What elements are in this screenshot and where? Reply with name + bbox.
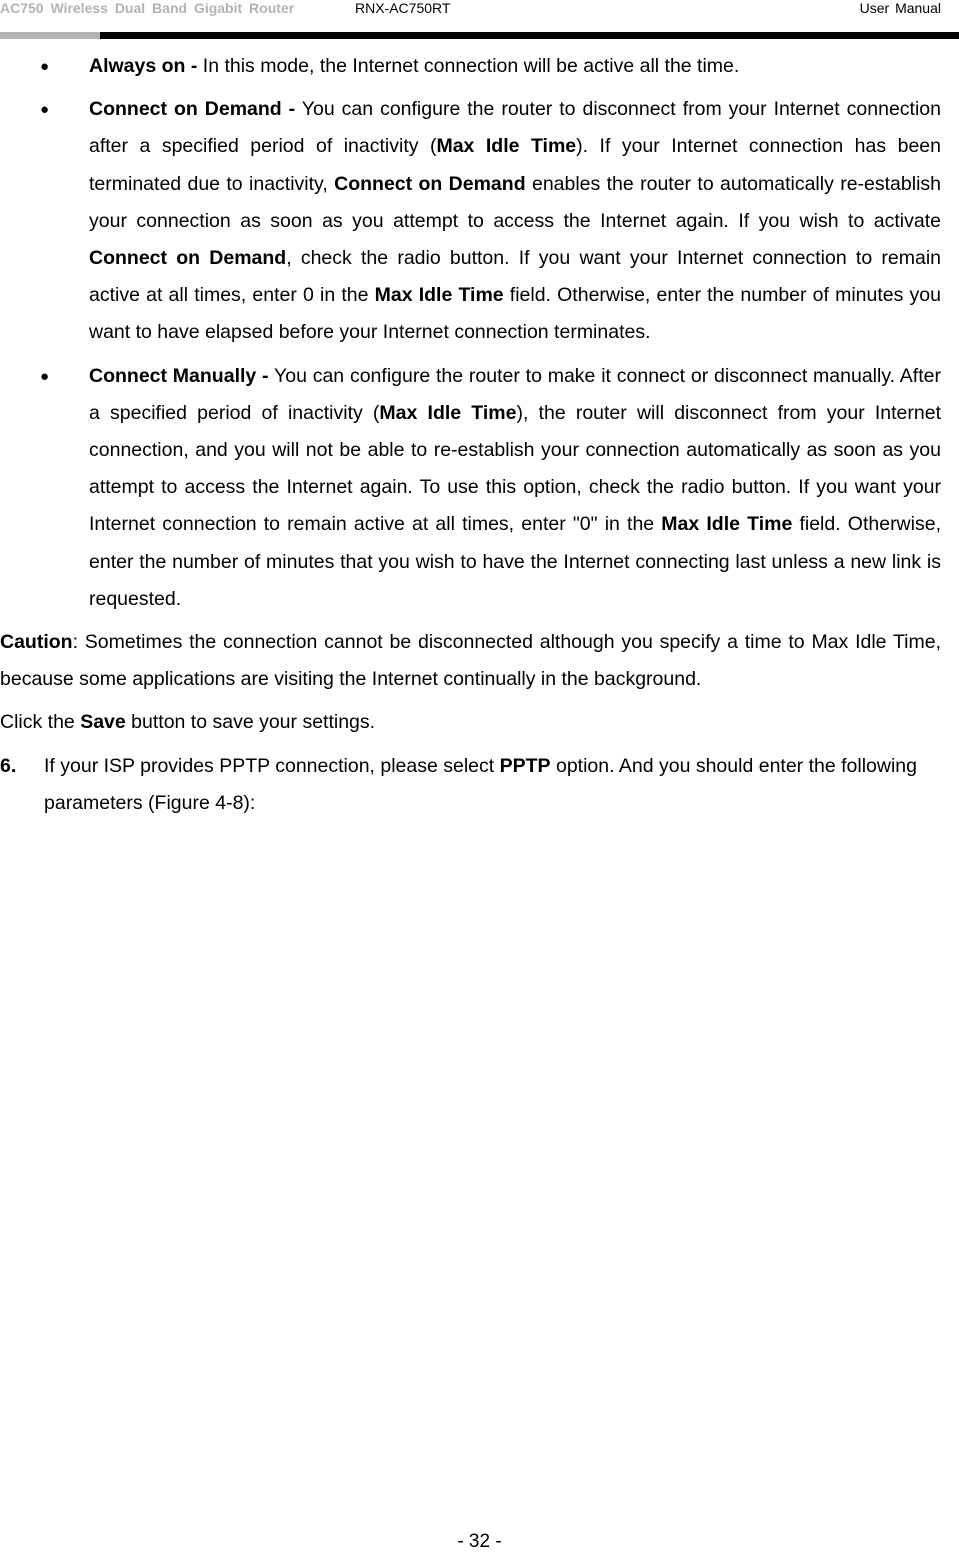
bold-term: Max Idle Time bbox=[374, 284, 504, 307]
header-manual-title: User Manual bbox=[859, 0, 941, 16]
bullet-term: Always on - bbox=[89, 55, 198, 77]
header-rule-gray-segment bbox=[0, 32, 100, 39]
caution-text: : Sometimes the connection cannot be disconnected although you specify a time to Max Idle Time, because some applications are visiting the Internet continually in the background. bbox=[0, 631, 941, 691]
bold-term: Max Idle Time bbox=[379, 401, 517, 424]
bullet-text: You can configure the router to make it connect or disconnect manually. After a specified period of inactivity ( bbox=[89, 364, 941, 424]
step-bold-term: PPTP bbox=[499, 754, 551, 777]
step-6 bbox=[0, 748, 941, 822]
bold-term: Connect on Demand bbox=[334, 172, 526, 195]
header-model-number: RNX-AC750RT bbox=[355, 0, 451, 16]
step-text: option. And you should enter the following parameters (Figure 4-8): bbox=[44, 754, 917, 814]
bullet-text: , check the radio button. If you want your Internet connection to remain active at all times, enter 0 in the bbox=[89, 247, 942, 307]
page-number: - 32 - bbox=[457, 1531, 502, 1552]
caution-label: Caution bbox=[0, 631, 73, 654]
bullet-dot-icon: ● bbox=[40, 367, 50, 385]
save-suffix: button to save your settings. bbox=[125, 711, 376, 734]
header-rule bbox=[0, 32, 959, 39]
bullet-text: You can configure the router to disconnect from your Internet connection after a specified period of inactivity ( bbox=[89, 98, 941, 158]
bullet-always-on bbox=[0, 48, 941, 85]
step-text: If your ISP provides PPTP connection, please select bbox=[44, 754, 500, 777]
step-number: 6. bbox=[0, 754, 17, 777]
bullet-text: enables the router to automatically re-establish your connection as soon as you attempt to access the Internet again. If you wish to activate bbox=[89, 172, 941, 232]
bold-term: Max Idle Time bbox=[661, 513, 793, 536]
save-prefix: Click the bbox=[0, 711, 81, 734]
bullet-text: In this mode, the Internet connection will be active all the time. bbox=[197, 55, 740, 77]
bullet-text: ), the router will disconnect from your Internet connection, and you will not be able to re-establish your connection automatically as soon as you attempt to access the Internet again. To use this option, check the radio button. If you want your Internet connection to remain active at all times, enter "0" in the bbox=[89, 401, 942, 536]
page-header bbox=[0, 0, 959, 20]
caution-paragraph bbox=[0, 624, 941, 698]
save-instruction bbox=[0, 704, 941, 741]
bullet-dot-icon: ● bbox=[40, 58, 50, 75]
bullet-connect-on-demand bbox=[0, 91, 941, 351]
bullet-term: Connect Manually - bbox=[89, 364, 269, 387]
bullet-text: ). If your Internet connection has been terminated due to inactivity, bbox=[89, 135, 941, 195]
bullet-dot-icon: ● bbox=[40, 101, 50, 119]
bold-term: Max Idle Time bbox=[436, 135, 577, 158]
bullet-text: field. Otherwise, enter the number of minutes that you wish to have the Internet connecting last unless a new link is requested. bbox=[89, 513, 941, 610]
header-rule-black-segment bbox=[100, 32, 959, 39]
header-product-name: AC750 Wireless Dual Band Gigabit Router bbox=[0, 0, 295, 16]
page-content bbox=[0, 48, 941, 822]
bullet-term: Connect on Demand - bbox=[89, 98, 296, 121]
bold-term: Connect on Demand bbox=[89, 247, 287, 270]
bullet-connect-manually bbox=[0, 358, 941, 618]
bullet-text: field. Otherwise, enter the number of minutes you want to have elapsed before your Internet connection terminates. bbox=[89, 284, 941, 344]
save-term: Save bbox=[80, 711, 126, 734]
